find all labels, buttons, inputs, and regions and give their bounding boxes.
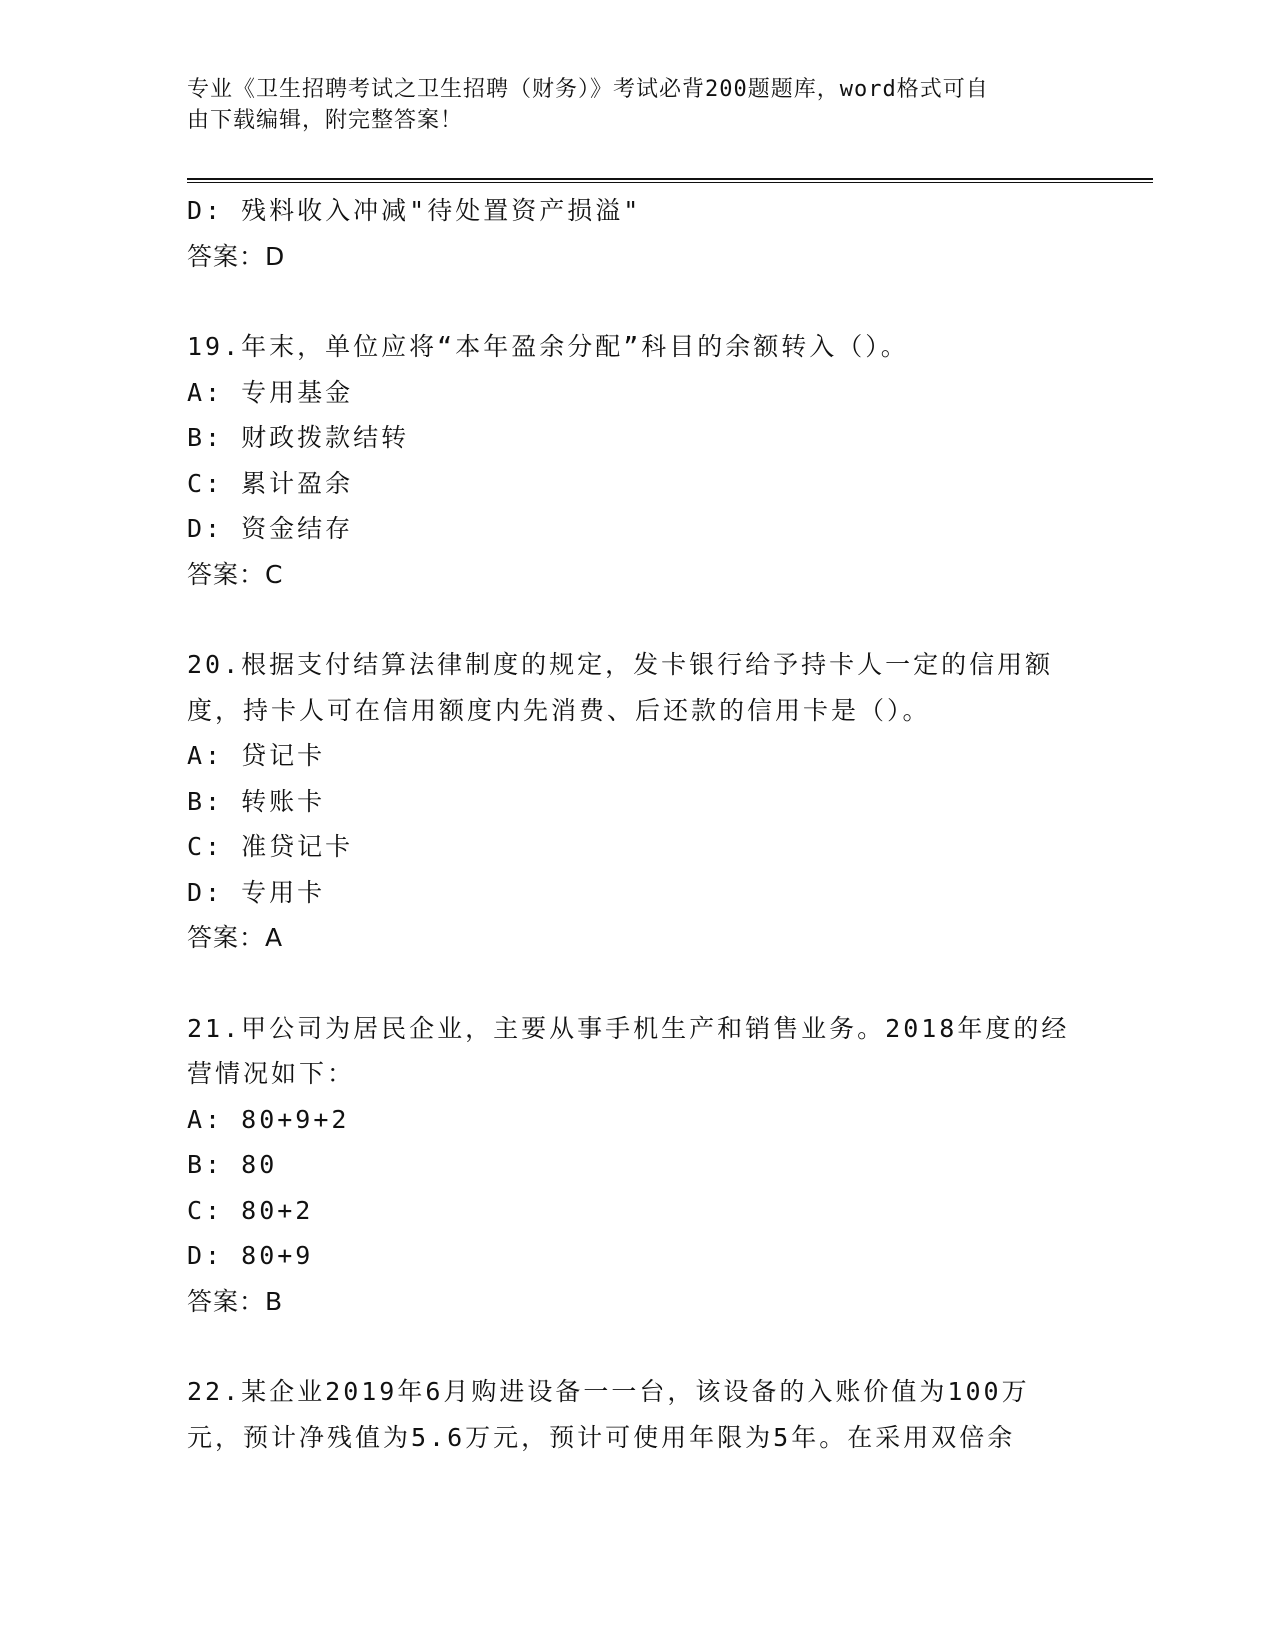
question-stem-line: 20.根据支付结算法律制度的规定，发卡银行给予持卡人一定的信用额: [187, 650, 1054, 679]
option-d: D: 专用卡: [187, 877, 326, 907]
option-a: A: 贷记卡: [187, 741, 326, 770]
option-a: A: 80+9+2: [187, 1104, 350, 1134]
question-stem-line: 21.甲公司为居民企业，主要从事手机生产和销售业务。2018年度的经: [187, 1013, 1070, 1043]
answer-line: 答案：B: [187, 1286, 284, 1316]
answer-line: 答案：D: [187, 241, 286, 271]
question-22: [187, 1369, 1087, 1460]
question-stem-line: 19.年末，单位应将“本年盈余分配”科目的余额转入（）。: [187, 332, 909, 361]
question-21: [187, 1006, 1087, 1325]
question-list: [187, 188, 1087, 1460]
option-d: D: 残料收入冲减"待处置资产损溢": [187, 196, 642, 225]
option-a: A: 专用基金: [187, 377, 354, 407]
option-d: D: 资金结存: [187, 514, 354, 543]
question-stem-line: 度，持卡人可在信用额度内先消费、后还款的信用卡是（）。: [187, 695, 931, 725]
header-line-2: 由下载编辑，附完整答案！: [187, 108, 464, 133]
option-d: D: 80+9: [187, 1241, 314, 1270]
header-line-1: 专业《卫生招聘考试之卫生招聘（财务）》考试必背200题题库，word格式可自: [187, 77, 989, 102]
question-stem-line: 营情况如下：: [187, 1059, 356, 1088]
previous-question-tail: [187, 188, 1087, 279]
option-b: B: 80: [187, 1150, 278, 1179]
question-19: [187, 324, 1087, 597]
option-c: C: 准贷记卡: [187, 832, 354, 861]
option-b: B: 财政拨款结转: [187, 423, 410, 452]
question-stem-line: 22.某企业2019年6月购进设备一一台，该设备的入账价值为100万: [187, 1377, 1030, 1406]
option-c: C: 80+2: [187, 1195, 314, 1225]
header-divider: [187, 178, 1153, 183]
answer-line: 答案：C: [187, 559, 284, 589]
document-header: [187, 74, 1067, 136]
option-c: C: 累计盈余: [187, 468, 354, 498]
question-20: [187, 642, 1087, 961]
answer-line: 答案：A: [187, 923, 284, 952]
option-b: B: 转账卡: [187, 786, 326, 816]
question-stem-line: 元，预计净残值为5.6万元，预计可使用年限为5年。在采用双倍余: [187, 1422, 1016, 1452]
